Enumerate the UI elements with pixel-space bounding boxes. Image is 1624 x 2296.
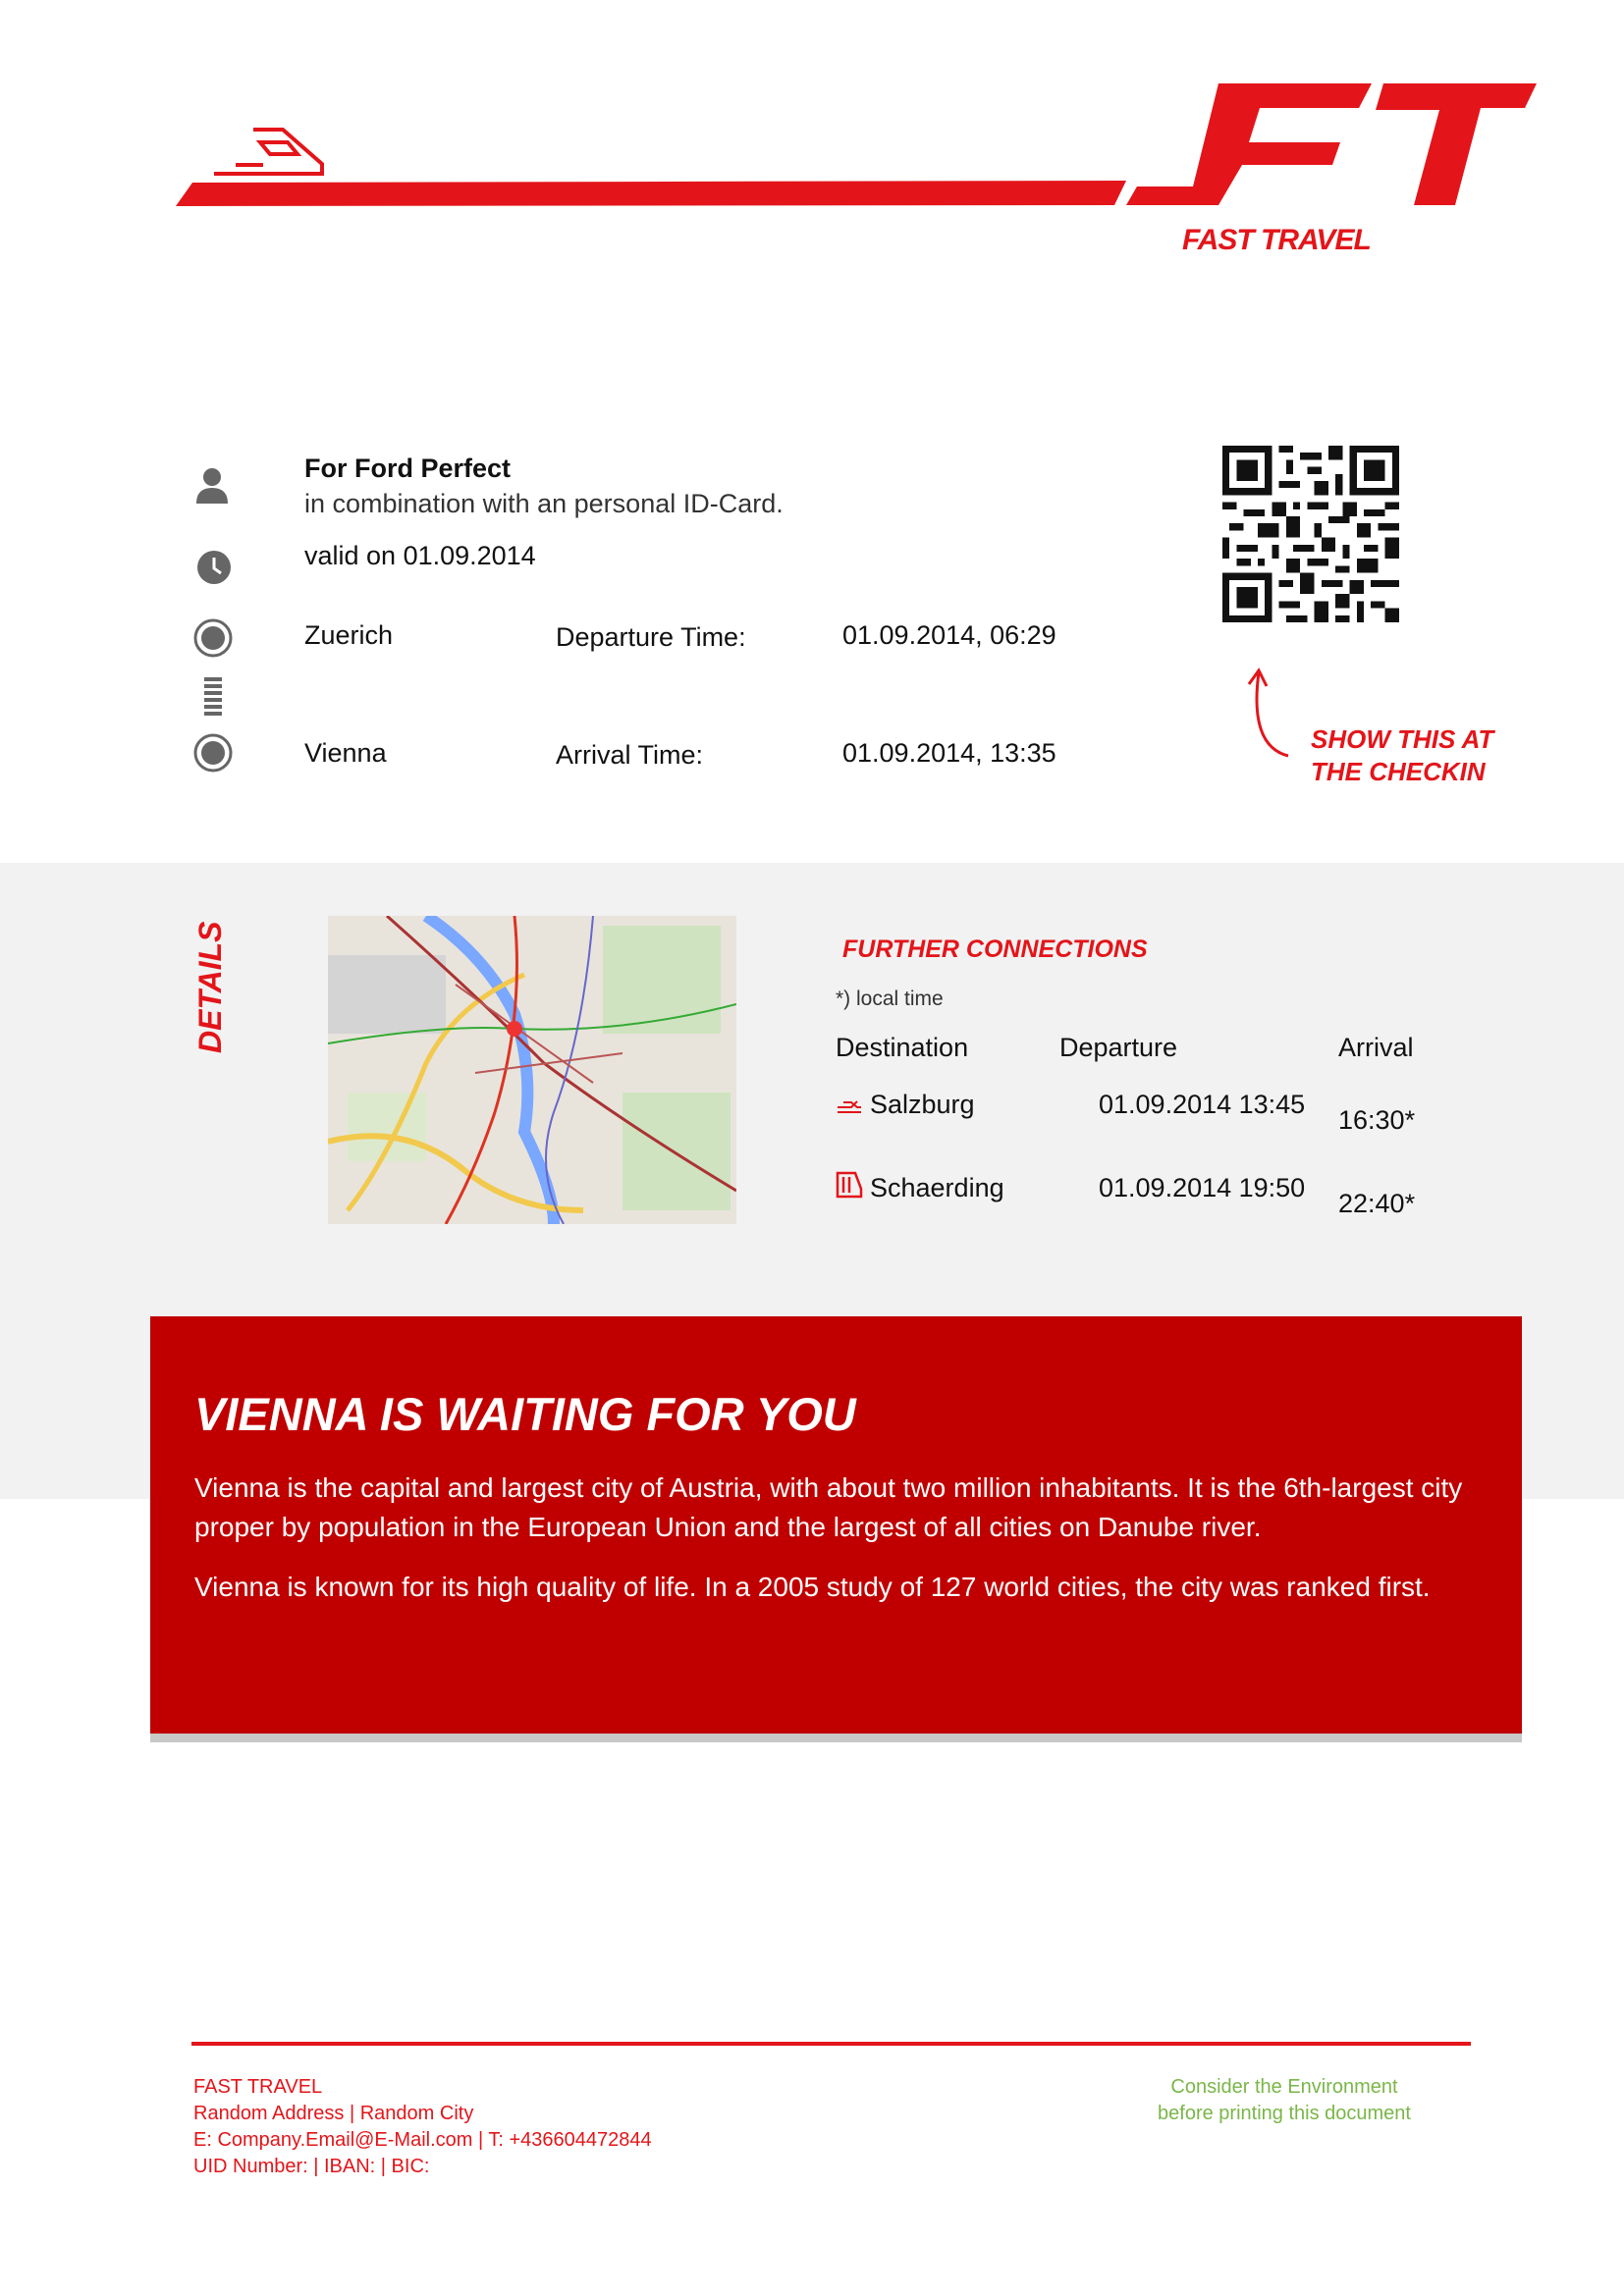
- checkin-note-line2: THE CHECKIN: [1311, 757, 1486, 786]
- env-line2: before printing this document: [1158, 2103, 1411, 2124]
- train-icon: [836, 1097, 863, 1115]
- footer-company-info: [193, 2074, 652, 2180]
- tram-icon: [836, 1171, 865, 1201]
- destination-city: Vienna: [304, 738, 387, 768]
- env-line1: Consider the Environment: [1170, 2076, 1398, 2098]
- row-departure: 01.09.2014 19:50: [1099, 1173, 1306, 1202]
- further-connections-title: FURTHER CONNECTIONS: [842, 935, 1148, 963]
- footer-company: FAST TRAVEL: [193, 2076, 323, 2098]
- person-icon: [194, 466, 230, 506]
- row-departure: 01.09.2014 13:45: [1099, 1090, 1306, 1119]
- local-time-note: *) local time: [836, 988, 944, 1010]
- row-arrival: 16:30*: [1338, 1105, 1416, 1135]
- environment-note: [1139, 2074, 1430, 2127]
- footer-bank: UID Number: | IBAN: | BIC:: [193, 2156, 430, 2177]
- col-arrival: Arrival: [1338, 1033, 1414, 1062]
- promo-title: VIENNA IS WAITING FOR YOU: [194, 1388, 856, 1440]
- arrival-label: Arrival Time:: [556, 740, 704, 770]
- logo-letter-t: [1376, 83, 1537, 205]
- destination-stop-icon: [193, 733, 233, 773]
- row-destination: Schaerding: [870, 1173, 1004, 1202]
- logo-stripe: [176, 181, 1126, 206]
- details-label: DETAILS: [192, 921, 228, 1053]
- brand-name: FAST TRAVEL: [1182, 224, 1371, 256]
- departure-label: Departure Time:: [556, 622, 746, 652]
- validity: valid on 01.09.2014: [304, 541, 536, 570]
- departure-value: 01.09.2014, 06:29: [842, 620, 1056, 650]
- row-destination: Salzburg: [870, 1090, 975, 1119]
- clock-icon: [196, 550, 232, 585]
- col-destination: Destination: [836, 1033, 969, 1062]
- origin-city: Zuerich: [304, 620, 394, 650]
- fast-travel-logo: [0, 0, 1624, 275]
- train-logo-icon: [214, 130, 322, 174]
- footer-address: Random Address | Random City: [193, 2103, 474, 2124]
- passenger-name: For Ford Perfect: [304, 454, 512, 483]
- checkin-note: [1311, 723, 1493, 788]
- route-line-icon: [204, 677, 222, 717]
- curved-arrow-icon: [1239, 663, 1298, 761]
- origin-stop-icon: [193, 618, 233, 658]
- qr-code: [1221, 446, 1400, 622]
- logo-letter-f: [1126, 83, 1372, 205]
- promo-box: [150, 1316, 1522, 1734]
- arrival-value: 01.09.2014, 13:35: [842, 738, 1056, 768]
- map-pin-icon: [507, 1021, 522, 1037]
- row-arrival: 22:40*: [1338, 1189, 1416, 1218]
- promo-paragraph-2: Vienna is known for its high quality of life. In a 2005 study of 127 world cities, the city was ranked first.: [194, 1572, 1431, 1602]
- col-departure: Departure: [1059, 1033, 1178, 1062]
- footer-contact[interactable]: E: Company.Email@E-Mail.com | T: +436604472844: [193, 2129, 652, 2151]
- promo-paragraph-1: Vienna is the capital and largest city of Austria, with about two million inhabitants. It is the 6th-largest city proper by population in the European Union and the largest of all cities on Danube river.: [194, 1472, 1463, 1542]
- checkin-note-line1: SHOW THIS AT: [1311, 724, 1494, 754]
- promo-shadow: [150, 1734, 1522, 1742]
- route-map[interactable]: [328, 916, 736, 1224]
- id-note: in combination with an personal ID-Card.: [304, 489, 784, 518]
- footer-divider: [191, 2042, 1471, 2046]
